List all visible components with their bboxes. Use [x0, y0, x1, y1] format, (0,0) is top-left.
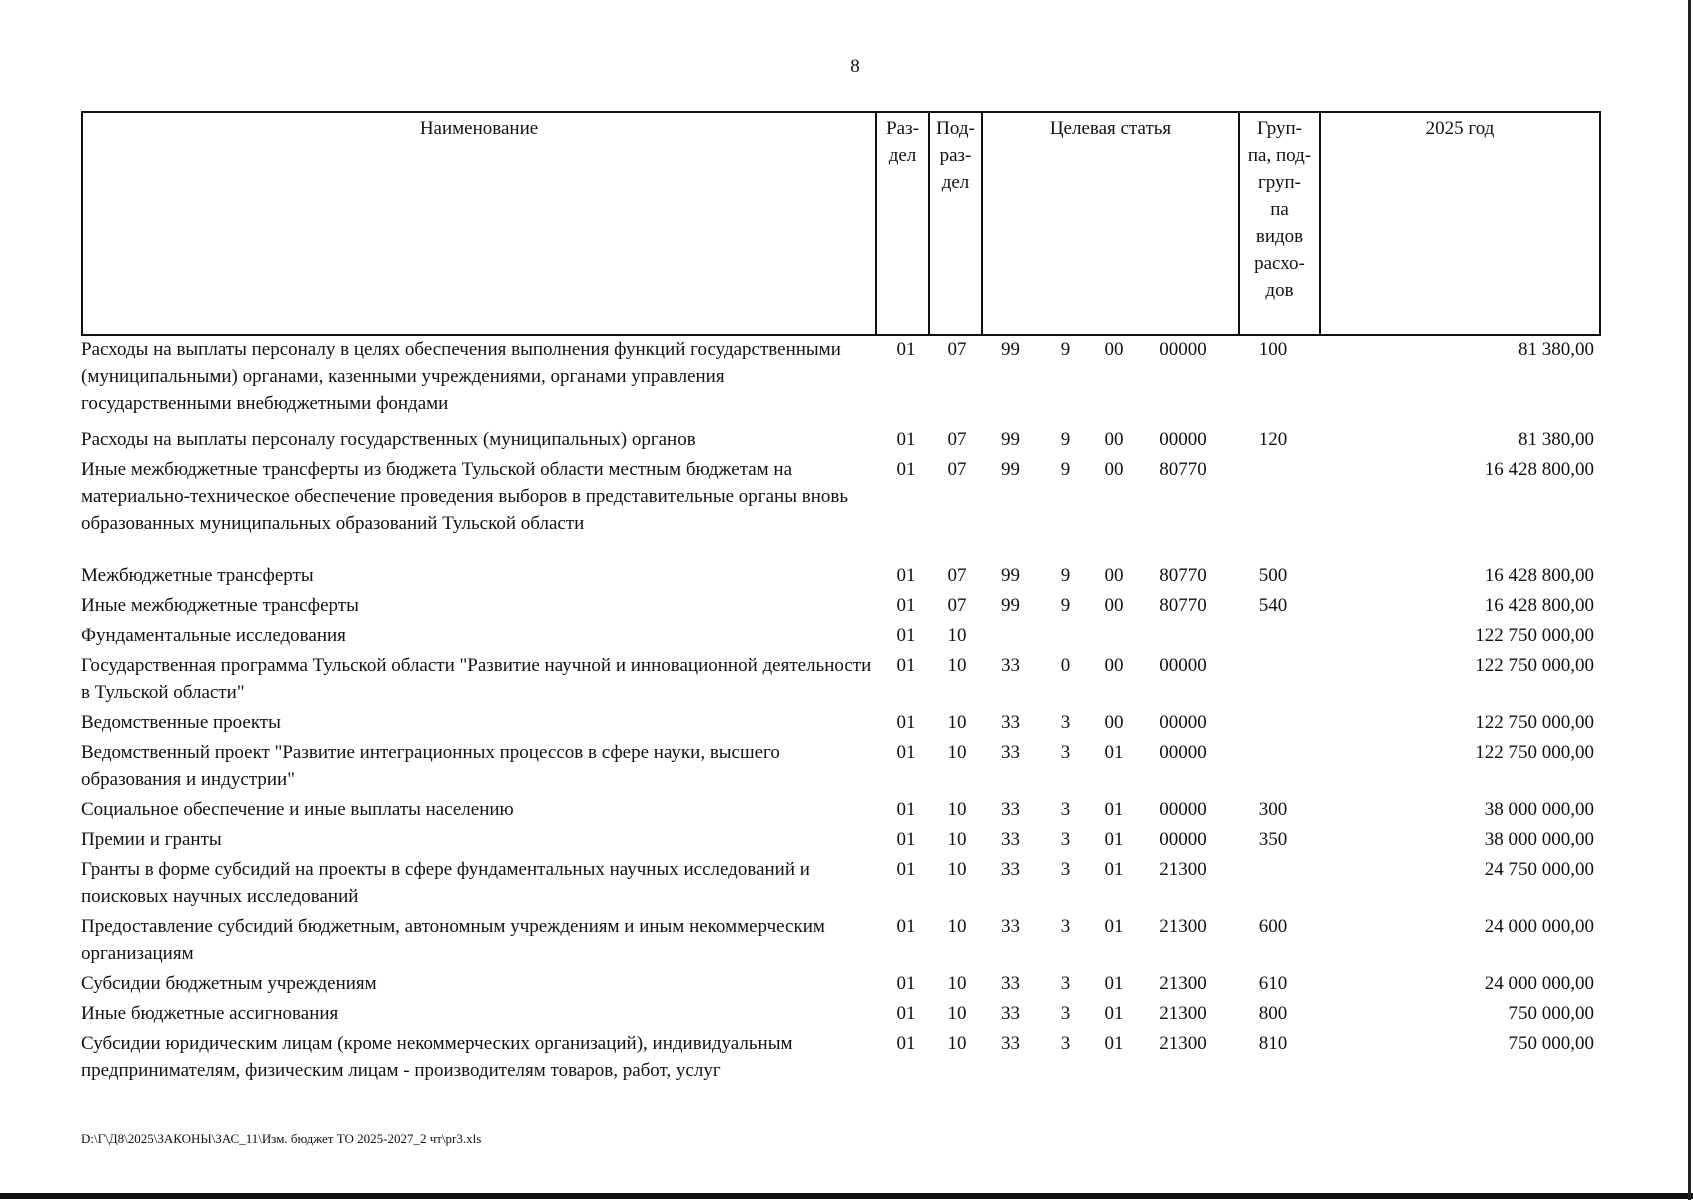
cell-rz: 01 — [896, 859, 916, 880]
cell-name: Ведомственные проекты — [81, 712, 281, 733]
cell-t1: 33 — [1001, 1033, 1020, 1054]
cell-pr: 10 — [947, 973, 967, 994]
table-row — [81, 1027, 1597, 1084]
cell-amount: 122 750 000,00 — [1475, 625, 1594, 646]
cell-t4: 00000 — [1159, 339, 1207, 360]
cell-amount: 16 428 800,00 — [1484, 565, 1594, 586]
cell-t3: 01 — [1104, 1033, 1124, 1054]
cell-name: Иные межбюджетные трансферты — [81, 595, 359, 616]
page-number: 8 — [850, 56, 860, 77]
cell-t2: 3 — [1060, 742, 1071, 763]
bottom-border — [0, 1193, 1693, 1199]
cell-t1: 33 — [1001, 712, 1020, 733]
cell-name: Расходы на выплаты персоналу в целях обеспечения выполнения функций государственными (муниципальными) органами, казенными учреждениями, органами управления государственными внебюджетными фондами — [81, 339, 841, 414]
cell-t2: 3 — [1060, 916, 1071, 937]
cell-t3: 00 — [1104, 712, 1124, 733]
cell-t4: 80770 — [1159, 595, 1207, 616]
cell-pr: 10 — [947, 742, 967, 763]
table-row — [81, 423, 1597, 453]
cell-t3: 00 — [1104, 459, 1124, 480]
header-expense-group: Груп- па, под- груп- па видов расхо- дов — [1239, 112, 1320, 335]
cell-t2: 3 — [1060, 859, 1071, 880]
table-row — [81, 619, 1597, 649]
header-name: Наименование — [82, 112, 876, 335]
table-row — [81, 559, 1597, 589]
cell-t1: 99 — [1001, 459, 1020, 480]
cell-vr — [1231, 853, 1315, 910]
cell-t2: 3 — [1060, 712, 1071, 733]
cell-name: Предоставление субсидий бюджетным, автономным учреждениям и иным некоммерческим организациям — [81, 916, 825, 964]
cell-name: Государственная программа Тульской области "Развитие научной и инновационной деятельности в Тульской области" — [81, 655, 872, 703]
cell-t1: 99 — [1001, 565, 1020, 586]
cell-t4: 21300 — [1159, 1033, 1207, 1054]
cell-t2: 0 — [1060, 655, 1071, 676]
cell-t1: 99 — [1001, 595, 1020, 616]
cell-vr: 600 — [1258, 916, 1288, 937]
cell-t2: 9 — [1060, 429, 1071, 450]
cell-t4: 00000 — [1159, 429, 1207, 450]
cell-t4 — [1135, 619, 1231, 649]
header-razdel: Раз- дел — [876, 112, 929, 335]
cell-pr: 07 — [947, 429, 967, 450]
cell-t3: 00 — [1104, 339, 1124, 360]
cell-t2: 9 — [1060, 459, 1071, 480]
cell-amount: 81 380,00 — [1518, 429, 1594, 450]
table-row — [81, 736, 1597, 793]
cell-t4: 21300 — [1159, 916, 1207, 937]
cell-t3: 00 — [1104, 655, 1124, 676]
cell-pr: 10 — [947, 799, 967, 820]
cell-pr: 07 — [947, 595, 967, 616]
cell-amount: 24 000 000,00 — [1484, 973, 1594, 994]
cell-rz: 01 — [896, 565, 916, 586]
right-edge — [1688, 0, 1691, 1200]
cell-rz: 01 — [896, 973, 916, 994]
cell-vr: 120 — [1258, 429, 1288, 450]
table-row — [81, 333, 1597, 423]
table-row — [81, 589, 1597, 619]
table-row — [81, 823, 1597, 853]
cell-name: Фундаментальные исследования — [81, 625, 346, 646]
cell-vr: 610 — [1258, 973, 1288, 994]
cell-t3: 01 — [1104, 973, 1124, 994]
cell-amount: 122 750 000,00 — [1475, 655, 1594, 676]
table-row — [81, 649, 1597, 706]
cell-t2: 9 — [1060, 339, 1071, 360]
cell-pr: 10 — [947, 625, 967, 646]
cell-rz: 01 — [896, 829, 916, 850]
cell-amount: 16 428 800,00 — [1484, 595, 1594, 616]
cell-vr — [1231, 706, 1315, 736]
cell-amount: 81 380,00 — [1518, 339, 1594, 360]
cell-pr: 10 — [947, 1003, 967, 1024]
header-podrazdel: Под- раз- дел — [929, 112, 982, 335]
cell-t1 — [983, 619, 1038, 649]
cell-t1: 99 — [1001, 339, 1020, 360]
cell-name: Субсидии юридическим лицам (кроме некоммерческих организаций), индивидуальным предпринимателям, физическим лицам - производителям товаров, работ, услуг — [81, 1033, 793, 1081]
cell-rz: 01 — [896, 595, 916, 616]
cell-t3: 00 — [1104, 595, 1124, 616]
cell-rz: 01 — [896, 339, 916, 360]
cell-vr — [1231, 619, 1315, 649]
cell-t3: 01 — [1104, 742, 1124, 763]
cell-pr: 10 — [947, 916, 967, 937]
cell-t1: 33 — [1001, 1003, 1020, 1024]
cell-t3: 01 — [1104, 1003, 1124, 1024]
cell-rz: 01 — [896, 1003, 916, 1024]
cell-rz: 01 — [896, 712, 916, 733]
cell-vr — [1231, 453, 1315, 559]
cell-t1: 33 — [1001, 973, 1020, 994]
cell-amount: 24 750 000,00 — [1484, 859, 1594, 880]
cell-t4: 00000 — [1159, 712, 1207, 733]
cell-rz: 01 — [896, 916, 916, 937]
cell-pr: 10 — [947, 859, 967, 880]
cell-name: Субсидии бюджетным учреждениям — [81, 973, 377, 994]
cell-t1: 33 — [1001, 859, 1020, 880]
cell-rz: 01 — [896, 625, 916, 646]
cell-t1: 99 — [1001, 429, 1020, 450]
cell-t1: 33 — [1001, 829, 1020, 850]
table-row — [81, 706, 1597, 736]
table-row — [81, 967, 1597, 997]
cell-name: Иные бюджетные ассигнования — [81, 1003, 339, 1024]
cell-t1: 33 — [1001, 799, 1020, 820]
cell-vr — [1231, 736, 1315, 793]
cell-vr: 350 — [1258, 829, 1288, 850]
table-header — [81, 111, 1601, 336]
cell-t2: 9 — [1060, 595, 1071, 616]
cell-vr: 540 — [1258, 595, 1288, 616]
cell-rz: 01 — [896, 742, 916, 763]
cell-pr: 07 — [947, 339, 967, 360]
cell-pr: 10 — [947, 655, 967, 676]
cell-rz: 01 — [896, 799, 916, 820]
cell-name: Премии и гранты — [81, 829, 222, 850]
cell-t2 — [1038, 619, 1093, 649]
cell-amount: 750 000,00 — [1508, 1003, 1594, 1024]
cell-t2: 3 — [1060, 829, 1071, 850]
cell-t1: 33 — [1001, 916, 1020, 937]
cell-t3: 01 — [1104, 916, 1124, 937]
cell-amount: 122 750 000,00 — [1475, 712, 1594, 733]
table-row — [81, 793, 1597, 823]
cell-t4: 80770 — [1159, 565, 1207, 586]
cell-amount: 38 000 000,00 — [1484, 829, 1594, 850]
cell-t4: 21300 — [1159, 859, 1207, 880]
cell-amount: 16 428 800,00 — [1484, 459, 1594, 480]
cell-t2: 3 — [1060, 1003, 1071, 1024]
cell-amount: 750 000,00 — [1508, 1033, 1594, 1054]
cell-t4: 00000 — [1159, 799, 1207, 820]
budget-table — [81, 333, 1597, 1084]
cell-vr: 800 — [1258, 1003, 1288, 1024]
cell-t4: 00000 — [1159, 655, 1207, 676]
cell-pr: 07 — [947, 459, 967, 480]
cell-rz: 01 — [896, 655, 916, 676]
table-row — [81, 453, 1597, 559]
cell-t2: 3 — [1060, 1033, 1071, 1054]
cell-pr: 07 — [947, 565, 967, 586]
cell-rz: 01 — [896, 459, 916, 480]
cell-t4: 21300 — [1159, 973, 1207, 994]
cell-pr: 10 — [947, 712, 967, 733]
cell-t4: 00000 — [1159, 742, 1207, 763]
cell-name: Социальное обеспечение и иные выплаты населению — [81, 799, 514, 820]
cell-t2: 9 — [1060, 565, 1071, 586]
cell-rz: 01 — [896, 1033, 916, 1054]
cell-t4: 21300 — [1159, 1003, 1207, 1024]
cell-amount: 38 000 000,00 — [1484, 799, 1594, 820]
table-row — [81, 853, 1597, 910]
cell-t4: 80770 — [1159, 459, 1207, 480]
cell-rz: 01 — [896, 429, 916, 450]
header-target-article: Целевая статья — [982, 112, 1239, 335]
table-row — [81, 997, 1597, 1027]
file-path-footer: D:\Г\Д8\2025\ЗАКОНЫ\ЗАС_11\Изм. бюджет ТО 2025-2027_2 чт\pr3.xls — [81, 1131, 482, 1146]
cell-name: Гранты в форме субсидий на проекты в сфере фундаментальных научных исследований и поисковых научных исследований — [81, 859, 810, 907]
cell-vr: 100 — [1258, 339, 1288, 360]
cell-t3: 01 — [1104, 799, 1124, 820]
cell-name: Расходы на выплаты персоналу государственных (муниципальных) органов — [81, 429, 696, 450]
cell-t3: 01 — [1104, 859, 1124, 880]
cell-vr: 300 — [1258, 799, 1288, 820]
cell-t4: 00000 — [1159, 829, 1207, 850]
cell-pr: 10 — [947, 829, 967, 850]
cell-t1: 33 — [1001, 742, 1020, 763]
cell-amount: 24 000 000,00 — [1484, 916, 1594, 937]
cell-t3: 00 — [1104, 565, 1124, 586]
cell-pr: 10 — [947, 1033, 967, 1054]
cell-t3: 00 — [1104, 429, 1124, 450]
cell-name: Межбюджетные трансферты — [81, 565, 314, 586]
cell-amount: 122 750 000,00 — [1475, 742, 1594, 763]
table-row — [81, 910, 1597, 967]
cell-vr: 810 — [1258, 1033, 1288, 1054]
cell-name: Ведомственный проект "Развитие интеграционных процессов в сфере науки, высшего образования и индустрии" — [81, 742, 780, 790]
cell-name: Иные межбюджетные трансферты из бюджета Тульской области местным бюджетам на материально-техническое обеспечение проведения выборов в представительные органы вновь образованных муниципальных образований Тульской области — [81, 459, 848, 534]
cell-t2: 3 — [1060, 799, 1071, 820]
cell-t3 — [1093, 619, 1135, 649]
cell-t1: 33 — [1001, 655, 1020, 676]
cell-vr — [1231, 649, 1315, 706]
cell-vr: 500 — [1258, 565, 1288, 586]
cell-t2: 3 — [1060, 973, 1071, 994]
header-year: 2025 год — [1320, 112, 1600, 335]
cell-t3: 01 — [1104, 829, 1124, 850]
